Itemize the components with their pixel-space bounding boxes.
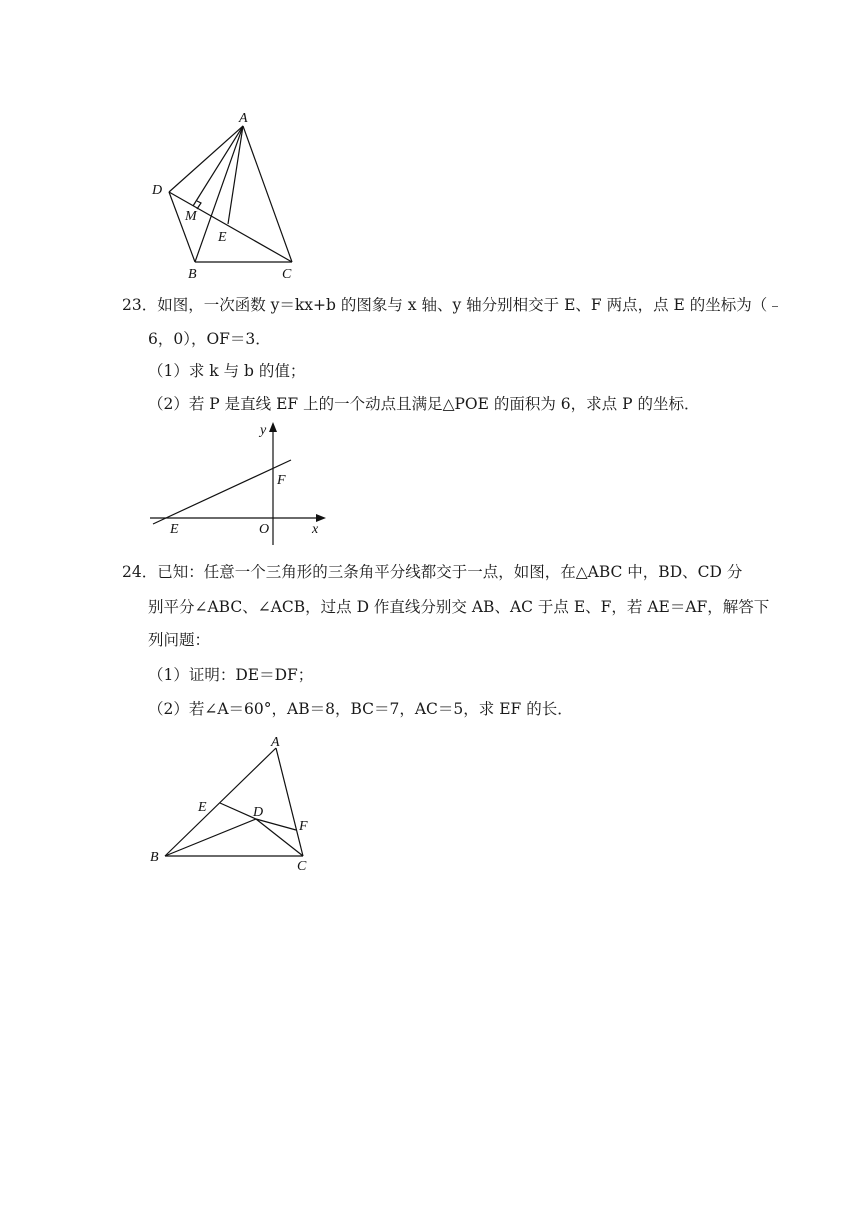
q23-part2: （2）若 P 是直线 EF 上的一个动点且满足△POE 的面积为 6，求点 P 的坐标．	[148, 395, 700, 413]
label-E: E	[218, 230, 227, 245]
segment-AC	[276, 748, 303, 856]
segment-ED	[220, 803, 256, 819]
figure-quadrilateral	[140, 108, 320, 283]
label-D: D	[253, 805, 264, 820]
label-O: O	[259, 522, 270, 537]
label-y: y	[260, 423, 267, 438]
label-B: B	[150, 850, 159, 865]
q24-part2: （2）若∠A＝60°，AB＝8，BC＝7，AC＝5，求 EF 的长．	[148, 700, 573, 718]
segment-BD	[165, 819, 256, 856]
figure-triangle-bisectors	[145, 730, 325, 875]
x-axis-arrow	[316, 514, 326, 522]
label-A: A	[271, 735, 280, 750]
q23-line2: 6，0），OF＝3．	[148, 330, 271, 348]
label-A: A	[239, 111, 248, 126]
label-D: D	[152, 183, 163, 198]
segment-AM	[193, 126, 243, 206]
segment-DC	[169, 192, 292, 262]
y-axis-arrow	[269, 422, 277, 432]
label-F: F	[277, 473, 286, 488]
q24-line3: 列问题：	[148, 631, 211, 649]
segment-AB	[165, 748, 276, 856]
q23-line1: 23．如图，一次函数 y＝kx+b 的图象与 x 轴、y 轴分别相交于 E、F 两点，点 E 的坐标为（﹣	[122, 296, 783, 314]
q24-part1: （1）证明：DE＝DF；	[148, 666, 314, 684]
segment-DF	[256, 819, 296, 830]
figure-linear-function	[145, 420, 340, 545]
segment-CD	[256, 819, 303, 856]
q24-line2: 别平分∠ABC、∠ACB，过点 D 作直线分别交 AB、AC 于点 E、F，若 AE＝AF，解答下	[148, 598, 770, 616]
label-M: M	[185, 209, 197, 224]
segment-AC	[243, 126, 292, 262]
label-B: B	[188, 267, 197, 282]
right-angle-mark	[197, 201, 201, 209]
label-F: F	[299, 819, 308, 834]
label-x: x	[312, 522, 319, 537]
q24-line1: 24．已知：任意一个三角形的三条角平分线都交于一点，如图，在△ABC 中，BD、CD 分	[122, 563, 743, 581]
label-C: C	[297, 859, 307, 874]
label-E: E	[170, 522, 179, 537]
line-EF	[153, 460, 291, 524]
label-C: C	[282, 267, 292, 282]
q23-part1: （1）求 k 与 b 的值；	[148, 362, 306, 380]
label-E: E	[198, 800, 207, 815]
segment-AE	[228, 126, 243, 224]
segment-DB	[169, 192, 195, 262]
